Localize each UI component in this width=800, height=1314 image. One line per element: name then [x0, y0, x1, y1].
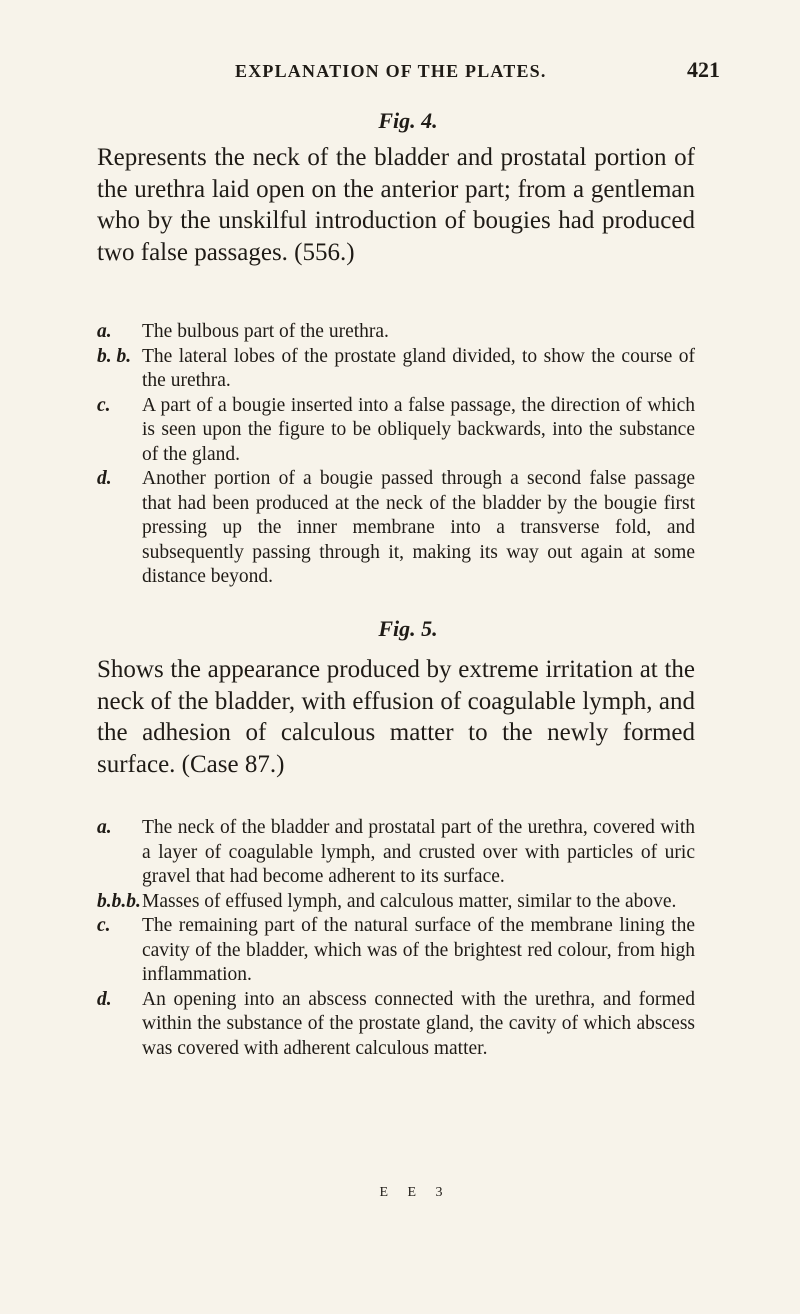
figure-4-key: [97, 320, 695, 590]
figure-4-title: Fig. 4.: [378, 108, 438, 133]
running-title: EXPLANATION OF THE PLATES.: [235, 61, 547, 81]
item-text: The lateral lobes of the prostate gland divided, to show the course of the urethra.: [142, 345, 695, 391]
item-text: A part of a bougie inserted into a false passage, the direction of which is seen upon the figure to be obliquely backwards, into the substance of the gland.: [142, 394, 695, 465]
figure-5-item-b: [97, 890, 695, 915]
signature-mark: E E 3: [379, 1185, 451, 1200]
item-label: d.: [97, 468, 112, 489]
item-label: b. b.: [97, 345, 132, 367]
item-text: The remaining part of the natural surface of the membrane lining the cavity of the bladder, which was of the brightest red colour, from high inflammation.: [142, 915, 695, 985]
figure-5-description: Shows the appearance produced by extreme irritation at the neck of the bladder, with effusion of coagulable lymph, and the adhesion of calculous matter to the newly formed surface. (Case 87.): [97, 656, 695, 778]
figure-5-key: [97, 816, 695, 1061]
item-text: Masses of effused lymph, and calculous matter, similar to the above.: [142, 890, 677, 912]
item-label: a.: [97, 817, 112, 838]
item-label: b.b.b.: [97, 890, 141, 912]
figure-5-item-c: [97, 914, 695, 988]
item-text: Another portion of a bougie passed through a second false passage that had been produced at the neck of the bladder by the bougie first pressing up the inner membrane into a transverse fold, and subsequently passing through it, making its way out again at some distance beyond.: [142, 468, 695, 587]
item-label: a.: [97, 321, 112, 342]
page-number: 421: [687, 57, 720, 82]
item-label: d.: [97, 988, 112, 1010]
figure-5-title: Fig. 5.: [378, 616, 438, 641]
figure-5-item-a: [97, 816, 695, 890]
figure-4-item-d: [97, 467, 695, 590]
item-label: c.: [97, 394, 111, 416]
figure-4-item-b: [97, 345, 695, 394]
item-label: c.: [97, 915, 111, 936]
running-head: [220, 57, 720, 91]
item-text: An opening into an abscess connected with the urethra, and formed within the substance of the prostate gland, the cavity of which abscess was covered with adherent calculous matter.: [142, 988, 695, 1059]
figure-4-item-c: [97, 394, 695, 468]
item-text: The neck of the bladder and prostatal part of the urethra, covered with a layer of coagulable lymph, and crusted over with particles of uric gravel that had become adherent to its surface.: [142, 817, 695, 887]
figure-4-item-a: [97, 320, 695, 345]
figure-4-description: Represents the neck of the bladder and prostatal portion of the urethra laid open on the anterior part; from a gentleman who by the unskilful introduction of bougies had produced two false passages. (556.): [97, 144, 695, 266]
item-text: The bulbous part of the urethra.: [142, 321, 389, 342]
figure-5-item-d: [97, 988, 695, 1062]
